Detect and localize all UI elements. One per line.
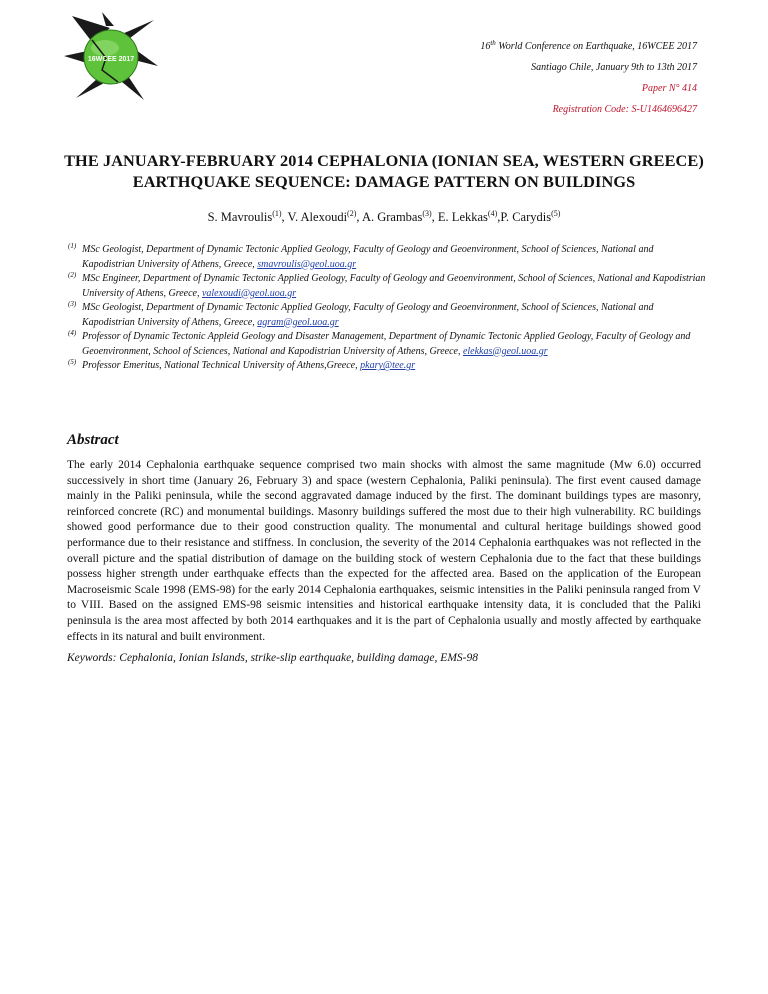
- conference-logo: [62, 12, 158, 102]
- affiliation-1: (1) MSc Geologist, Department of Dynamic Tectonic Applied Geology, Faculty of Geology and Geoenvironment, School of Sciences, National and Kapodistrian University of Athens, Greece, smavroulis@geol.uoa.gr: [68, 242, 654, 270]
- registration-code: Registration Code: S-U1464696427: [552, 104, 697, 115]
- author: A. Grambas$^{(3)}$,: [361, 209, 438, 224]
- abstract-heading: Abstract: [67, 432, 119, 448]
- email-link[interactable]: pkary@tee.gr: [360, 360, 416, 371]
- paper-number: Paper N° 414: [641, 83, 697, 94]
- author: V. Alexoudi$^{(2)}$,: [287, 209, 362, 224]
- affiliations: [68, 243, 708, 374]
- affiliation-2: (2) MSc Engineer, Department of Dynamic Tectonic Applied Geology, Faculty of Geology and Geoenvironment, School of Sciences, National and Kapodistrian University of Athens, Greece, valexoudi@geol.uoa.gr: [68, 271, 706, 299]
- affiliation-5: (5) Professor Emeritus, National Technical University of Athens,Greece, pkary@tee.gr: [68, 358, 416, 371]
- keywords: Keywords: Cephalonia, Ionian Islands, strike-slip earthquake, building damage, EMS-98: [67, 652, 478, 664]
- email-link[interactable]: elekkas@geol.uoa.gr: [462, 345, 548, 357]
- email-link[interactable]: valexoudi@geol.uoa.gr: [201, 287, 297, 299]
- author: Carydis$^{(5)}$: [512, 209, 561, 224]
- author-list: [0, 210, 768, 225]
- paper-title: THE JANUARY-FEBRUARY 2014 CEPHALONIA (IONIAN SEA, WESTERN GREECE) EARTHQUAKE SEQUENCE: DAMAGE PATTERN ON BUILDINGS: [64, 151, 704, 191]
- conference-header: [480, 36, 697, 120]
- logo-text: 16WCEE 2017: [87, 56, 135, 63]
- email-link[interactable]: smavroulis@geol.uoa.gr: [257, 258, 357, 270]
- author: E. Lekkas$^{(4)}$,P.: [437, 209, 513, 224]
- affiliation-3: (3) MSc Geologist, Department of Dynamic Tectonic Applied Geology, Faculty of Geology and Geoenvironment, School of Sciences, National and Kapodistrian University of Athens, Greece, agram@geol.uoa.gr: [68, 300, 654, 328]
- author: S. Mavroulis$^{(1)}$,: [207, 209, 288, 224]
- abstract-body: The early 2014 Cephalonia earthquake sequence comprised two main shocks with almost the same magnitude (Mw 6.0) occurred successively in short time (January 26, February 3) and space (western Cephalonia, Paliki peninsula). The first event caused damage mainly in the Paliki peninsula, while the second aggravated damage induced by the first. The dominant buildings types are masonry, reinforced concrete (RC) and monumental buildings. Masonry buildings suffered the most due to their high vulnerability. RC buildings showed good performance due to their good construction quality. The monumental and cultural heritage buildings showed good performance due to their resistance and stiffness. In conclusion, the severity of the 2014 Cephalonia earthquakes was not reflected in the overall picture and the spatial distribution of damage on the building stock of western Cephalonia due to the fact that these buildings possess higher strength under earthquake effects than the expected for the affected area. Based on the application of the European Macroseismic Scale 1998 (EMS-98) for the early 2014 Cephalonia earthquakes, seismic intensities in the Paliki peninsula ranged from V to VIII. Based on the assigned EMS-98 seismic intensities and historical earthquake intensity data, it is concluded that the Paliki peninsula is the area most affected by both 2014 earthquakes and it is the part of Cephalonia usually and mostly affected by earthquake effects in its natural and built environment.: [67, 459, 701, 643]
- conference-name: 16th World Conference on Earthquake, 16WCEE 2017: [480, 39, 697, 52]
- email-link[interactable]: agram@geol.uoa.gr: [257, 316, 339, 328]
- conference-location-dates: Santiago Chile, January 9th to 13th 2017: [531, 62, 697, 73]
- affiliation-4: (4) Professor of Dynamic Tectonic Appleid Geology and Disaster Management, Department of Dynamic Tectonic Applied Geology, Faculty of Geology and Geoenvironment, School of Sciences, National and Kapodistrian University of Athens, Greece, elekkas@geol.uoa.gr: [68, 329, 691, 357]
